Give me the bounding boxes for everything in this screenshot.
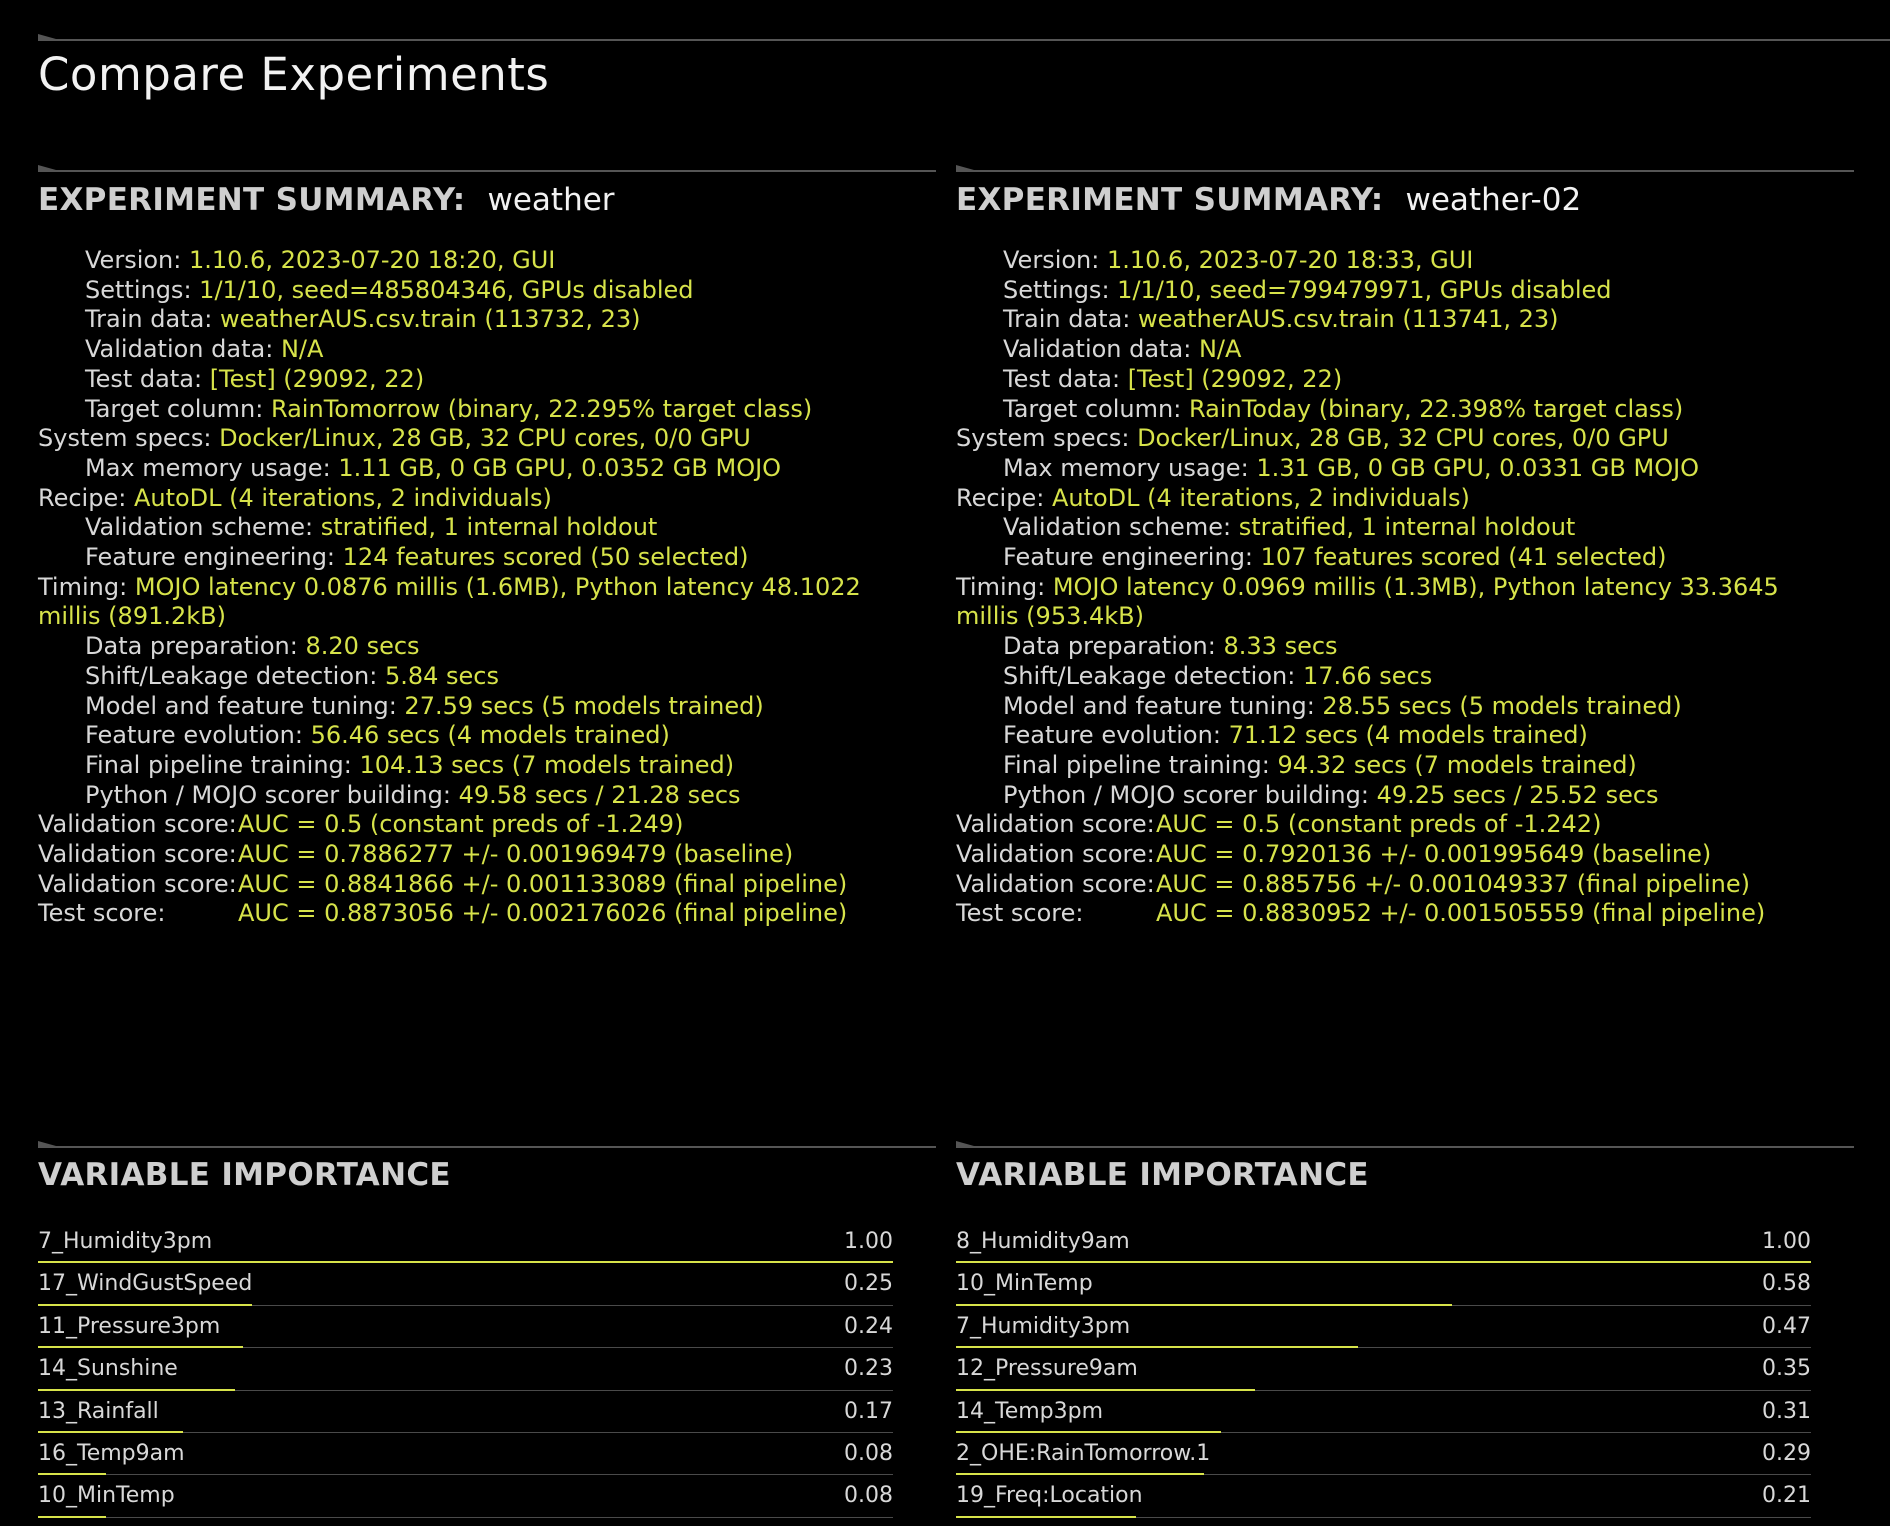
summary-key: Shift/Leakage detection:: [85, 661, 378, 690]
summary-value: AUC = 0.7886277 +/- 0.001969479 (baseline): [238, 840, 794, 869]
summary-key: Data preparation:: [85, 632, 298, 661]
summary-key: Feature engineering:: [1003, 543, 1254, 572]
variable-importance-list: [956, 1221, 1811, 1518]
variable-name: 12_Pressure9am: [956, 1356, 1138, 1382]
summary-key: Feature evolution:: [85, 721, 303, 750]
summary-key: Validation scheme:: [1003, 513, 1232, 542]
summary-key: Validation data:: [85, 335, 274, 364]
summary-value: 56.46 secs (4 models trained): [310, 721, 670, 750]
summary-line-validation-scheme: [956, 513, 1836, 543]
summary-value: 104.13 secs (7 models trained): [359, 750, 735, 779]
importance-bar: [38, 1516, 106, 1518]
summary-key: Test data:: [85, 364, 203, 393]
summary-value: 1.31 GB, 0 GB GPU, 0.0331 GB MOJO: [1256, 453, 1700, 482]
summary-value: 1.10.6, 2023-07-20 18:33, GUI: [1106, 246, 1474, 274]
variable-name: 7_Humidity3pm: [38, 1229, 213, 1254]
summary-value: 17.66 secs: [1302, 661, 1433, 690]
summary-key: Validation score:: [956, 869, 1155, 898]
summary-value: 1.11 GB, 0 GB GPU, 0.0352 GB MOJO: [338, 453, 782, 482]
summary-key: Test score:: [956, 899, 1084, 928]
summary-line-data-preparation: [956, 632, 1836, 662]
summary-line-feature-engineering: [38, 543, 918, 573]
summary-value: 71.12 secs (4 models trained): [1228, 721, 1588, 750]
summary-key: Final pipeline training:: [85, 750, 352, 779]
summary-key: Version:: [1003, 246, 1100, 274]
section-rule: [38, 1146, 936, 1148]
variable-importance-list: [38, 1221, 893, 1518]
summary-line-timing: [956, 573, 1836, 632]
variable-importance-row[interactable]: [38, 1306, 893, 1348]
summary-line-test-score: [956, 899, 1836, 929]
page-header-rule: [38, 39, 1890, 41]
summary-value: 5.84 secs: [384, 661, 499, 690]
summary-line-validation-data: [38, 335, 918, 365]
summary-key: Model and feature tuning:: [85, 691, 397, 720]
summary-line-validation-score: [956, 840, 1836, 870]
summary-line-validation-score: [956, 810, 1836, 840]
variable-name: 19_Freq:Location: [956, 1483, 1143, 1509]
summary-value: Docker/Linux, 28 GB, 32 CPU cores, 0/0 GPU: [219, 424, 751, 453]
summary-value: AUC = 0.5 (constant preds of -1.249): [238, 810, 684, 839]
summary-key: Feature evolution:: [1003, 721, 1221, 750]
summary-value: 49.25 secs / 25.52 secs: [1376, 780, 1659, 809]
variable-value: 0.08: [844, 1483, 893, 1509]
summary-value: MOJO latency 0.0969 millis (1.3MB), Python latency 33.3645 millis (953.4kB): [956, 572, 1779, 631]
summary-key: Validation score:: [956, 810, 1155, 839]
experiment-name[interactable]: weather: [487, 182, 615, 218]
summary-line-validation-data: [956, 335, 1836, 365]
summary-key: Max memory usage:: [85, 453, 331, 482]
summary-key: Validation scheme:: [85, 513, 314, 542]
summary-key: Settings:: [85, 275, 192, 304]
summary-key: Data preparation:: [1003, 632, 1216, 661]
summary-value: 28.55 secs (5 models trained): [1322, 691, 1682, 720]
summary-line-test-data: [956, 365, 1836, 395]
variable-value: 1.00: [1762, 1229, 1811, 1254]
variable-value: 0.29: [1762, 1440, 1811, 1466]
summary-line-settings: [38, 276, 918, 306]
summary-key: Shift/Leakage detection:: [1003, 661, 1296, 690]
summary-key: Validation score:: [38, 840, 237, 869]
summary-value: 8.20 secs: [305, 632, 420, 661]
summary-value: weatherAUS.csv.train (113732, 23): [220, 305, 641, 334]
summary-line-model-tuning: [38, 692, 918, 722]
section-rule: [38, 170, 936, 172]
summary-value: stratified, 1 internal holdout: [320, 513, 658, 542]
summary-value: RainTomorrow (binary, 22.295% target class): [270, 394, 813, 423]
summary-value: 124 features scored (50 selected): [342, 543, 749, 572]
variable-value: 0.23: [844, 1356, 893, 1382]
variable-name: 10_MinTemp: [956, 1271, 1093, 1297]
summary-line-version: [38, 246, 918, 276]
summary-value: AUC = 0.8873056 +/- 0.002176026 (final pipeline): [238, 899, 848, 928]
summary-key: Recipe:: [956, 483, 1045, 512]
summary-key: Timing:: [956, 572, 1046, 601]
summary-value: 1/1/10, seed=485804346, GPUs disabled: [199, 275, 694, 304]
summary-key: Validation score:: [38, 810, 237, 839]
summary-value: weatherAUS.csv.train (113741, 23): [1138, 305, 1559, 334]
variable-importance-row[interactable]: [38, 1263, 893, 1305]
summary-value: AUC = 0.885756 +/- 0.001049337 (final pipeline): [1156, 869, 1750, 898]
summary-key: Settings:: [1003, 275, 1110, 304]
summary-key: Validation score:: [956, 840, 1155, 869]
summary-line-final-pipeline: [956, 751, 1836, 781]
summary-label: EXPERIMENT SUMMARY:: [956, 182, 1384, 218]
variable-name: 14_Temp3pm: [956, 1398, 1104, 1424]
variable-importance-row[interactable]: [956, 1475, 1811, 1517]
variable-name: 14_Sunshine: [38, 1356, 178, 1382]
variable-importance-title: VARIABLE IMPORTANCE: [38, 1157, 451, 1193]
variable-importance-row[interactable]: [38, 1433, 893, 1475]
summary-key: System specs:: [38, 424, 212, 453]
summary-key: Test score:: [38, 899, 166, 928]
summary-key: Max memory usage:: [1003, 453, 1249, 482]
variable-name: 16_Temp9am: [38, 1440, 185, 1466]
summary-value: AUC = 0.7920136 +/- 0.001995649 (baseline): [1156, 840, 1712, 869]
summary-line-train-data: [956, 305, 1836, 335]
summary-line-train-data: [38, 305, 918, 335]
summary-value: 94.32 secs (7 models trained): [1277, 750, 1637, 779]
summary-line-feature-evolution: [38, 721, 918, 751]
summary-key: Version:: [85, 246, 182, 274]
summary-key: Recipe:: [38, 483, 127, 512]
summary-key: Target column:: [85, 394, 264, 423]
summary-line-scorer-building: [956, 781, 1836, 811]
variable-value: 0.25: [844, 1271, 893, 1297]
summary-value: AUC = 0.8841866 +/- 0.001133089 (final pipeline): [238, 869, 848, 898]
summary-key: Model and feature tuning:: [1003, 691, 1315, 720]
summary-line-test-data: [38, 365, 918, 395]
summary-line-target-column: [38, 395, 918, 425]
variable-importance-row[interactable]: [38, 1221, 893, 1263]
variable-name: 11_Pressure3pm: [38, 1313, 221, 1339]
summary-key: Timing:: [38, 572, 128, 601]
variable-name: 10_MinTemp: [38, 1483, 175, 1509]
importance-bar: [956, 1516, 1136, 1518]
variable-importance-row[interactable]: [956, 1306, 1811, 1348]
summary-line-feature-evolution: [956, 721, 1836, 751]
variable-importance-row[interactable]: [38, 1475, 893, 1517]
summary-line-model-tuning: [956, 692, 1836, 722]
section-rule: [956, 170, 1854, 172]
summary-key: Target column:: [1003, 394, 1182, 423]
summary-line-shift-leakage: [956, 662, 1836, 692]
experiment-name[interactable]: weather-02: [1405, 182, 1582, 218]
variable-importance-row[interactable]: [956, 1348, 1811, 1390]
variable-importance-row[interactable]: [956, 1433, 1811, 1475]
summary-line-shift-leakage: [38, 662, 918, 692]
variable-value: 0.24: [844, 1313, 893, 1339]
summary-line-recipe: [956, 484, 1836, 514]
summary-key: Test data:: [1003, 364, 1121, 393]
variable-name: 8_Humidity9am: [956, 1229, 1130, 1254]
summary-key: Train data:: [1003, 305, 1131, 334]
summary-value: N/A: [280, 335, 324, 364]
summary-line-system-specs: [38, 424, 918, 454]
summary-value: AutoDL (4 iterations, 2 individuals): [133, 483, 552, 512]
summary-value: 1/1/10, seed=799479971, GPUs disabled: [1117, 275, 1612, 304]
summary-value: 107 features scored (41 selected): [1260, 543, 1667, 572]
summary-value: 27.59 secs (5 models trained): [404, 691, 764, 720]
summary-line-validation-scheme: [38, 513, 918, 543]
summary-value: [Test] (29092, 22): [209, 364, 425, 393]
summary-line-validation-score: [38, 840, 918, 870]
summary-key: Validation score:: [38, 869, 237, 898]
summary-value: AutoDL (4 iterations, 2 individuals): [1051, 483, 1470, 512]
summary-value: 8.33 secs: [1223, 632, 1338, 661]
variable-importance-row[interactable]: [956, 1391, 1811, 1433]
summary-line-timing: [38, 573, 918, 632]
page-title: Compare Experiments: [38, 48, 550, 101]
variable-value: 0.58: [1762, 1271, 1811, 1297]
summary-line-settings: [956, 276, 1836, 306]
variable-value: 0.08: [844, 1440, 893, 1466]
summary-key: System specs:: [956, 424, 1130, 453]
summary-line-max-memory: [956, 454, 1836, 484]
summary-line-validation-score: [38, 870, 918, 900]
section-rule: [956, 1146, 1854, 1148]
summary-line-final-pipeline: [38, 751, 918, 781]
summary-value: N/A: [1198, 335, 1242, 364]
summary-line-version: [956, 246, 1836, 276]
variable-importance-title: VARIABLE IMPORTANCE: [956, 1157, 1369, 1193]
variable-name: 17_WindGustSpeed: [38, 1271, 253, 1297]
variable-value: 0.35: [1762, 1356, 1811, 1382]
summary-line-feature-engineering: [956, 543, 1836, 573]
variable-name: 2_OHE:RainTomorrow.1: [956, 1440, 1211, 1466]
summary-label: EXPERIMENT SUMMARY:: [38, 182, 466, 218]
summary-key: Python / MOJO scorer building:: [1003, 780, 1369, 809]
summary-line-system-specs: [956, 424, 1836, 454]
summary-key: Feature engineering:: [85, 543, 336, 572]
variable-value: 1.00: [844, 1229, 893, 1254]
variable-value: 0.21: [1762, 1483, 1811, 1509]
variable-value: 0.47: [1762, 1313, 1811, 1339]
summary-line-target-column: [956, 395, 1836, 425]
summary-line-recipe: [38, 484, 918, 514]
variable-value: 0.31: [1762, 1398, 1811, 1424]
summary-value: AUC = 0.8830952 +/- 0.001505559 (final pipeline): [1156, 899, 1766, 928]
summary-line-data-preparation: [38, 632, 918, 662]
summary-value: 49.58 secs / 21.28 secs: [458, 780, 741, 809]
summary-line-max-memory: [38, 454, 918, 484]
variable-name: 7_Humidity3pm: [956, 1313, 1131, 1339]
variable-value: 0.17: [844, 1398, 893, 1424]
variable-importance-row[interactable]: [38, 1391, 893, 1433]
summary-value: MOJO latency 0.0876 millis (1.6MB), Python latency 48.1022 millis (891.2kB): [38, 572, 861, 631]
summary-line-scorer-building: [38, 781, 918, 811]
experiment-summary-header: [38, 182, 615, 218]
summary-key: Final pipeline training:: [1003, 750, 1270, 779]
summary-value: RainToday (binary, 22.398% target class): [1188, 394, 1684, 423]
summary-key: Python / MOJO scorer building:: [85, 780, 451, 809]
summary-value: AUC = 0.5 (constant preds of -1.242): [1156, 810, 1602, 839]
summary-line-test-score: [38, 899, 918, 929]
summary-value: [Test] (29092, 22): [1127, 364, 1343, 393]
experiment-summary-header: [956, 182, 1581, 218]
variable-importance-row[interactable]: [38, 1348, 893, 1390]
variable-importance-row[interactable]: [956, 1263, 1811, 1305]
variable-name: 13_Rainfall: [38, 1398, 159, 1424]
variable-importance-row[interactable]: [956, 1221, 1811, 1263]
summary-line-validation-score: [956, 870, 1836, 900]
experiment-summary-body: [956, 246, 1836, 929]
summary-key: Validation data:: [1003, 335, 1192, 364]
summary-value: Docker/Linux, 28 GB, 32 CPU cores, 0/0 GPU: [1137, 424, 1669, 453]
summary-line-validation-score: [38, 810, 918, 840]
experiment-summary-body: [38, 246, 918, 929]
summary-value: 1.10.6, 2023-07-20 18:20, GUI: [188, 246, 556, 274]
summary-key: Train data:: [85, 305, 213, 334]
summary-value: stratified, 1 internal holdout: [1238, 513, 1576, 542]
